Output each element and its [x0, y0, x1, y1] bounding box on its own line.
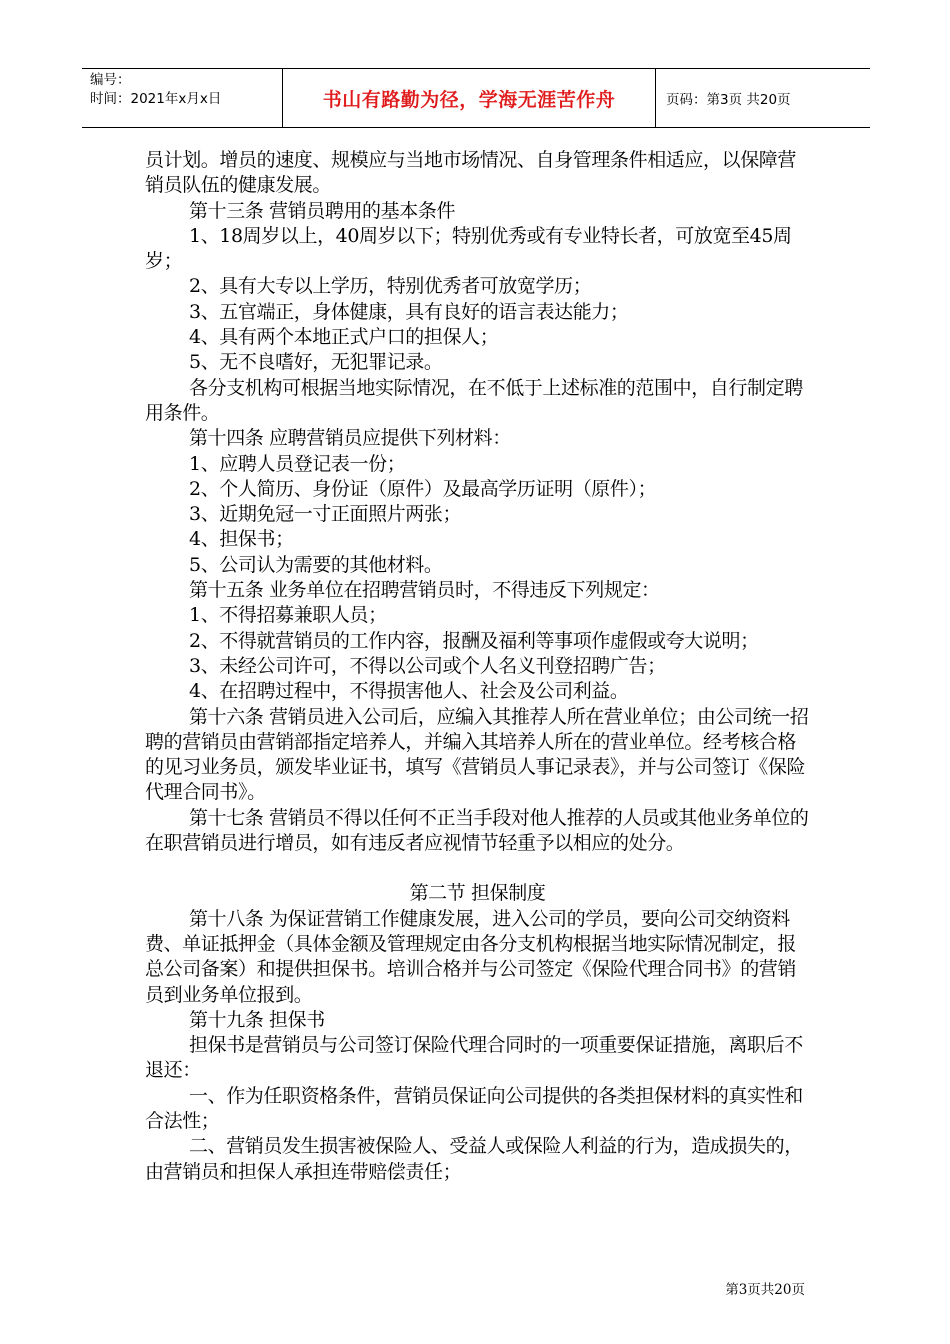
- paragraph: 员计划。增员的速度、规模应与当地市场情况、自身管理条件相适应，以保障营销员队伍的健康发展。: [145, 149, 797, 197]
- paragraph: 1、不得招募兼职人员；: [189, 604, 387, 627]
- footer-page-number: 第3页共20页: [725, 1282, 805, 1298]
- paragraph: 1、18周岁以上，40周岁以下；特别优秀或有专业特长者，可放宽至45周岁；: [145, 224, 792, 273]
- document-body: [145, 148, 810, 1185]
- paragraph: 第十七条 营销员不得以任何不正当手段对他人推荐的人员或其他业务单位的在职营销员进行增员，如有违反者应视情节轻重予以相应的处分。: [145, 806, 809, 855]
- paragraph: 3、五官端正，身体健康，具有良好的语言表达能力；: [189, 300, 629, 323]
- paragraph: 第十五条 业务单位在招聘营销员时，不得违反下列规定：: [189, 579, 660, 602]
- paragraph: 3、近期免冠一寸正面照片两张；: [189, 503, 462, 526]
- paragraph: 1、应聘人员登记表一份；: [189, 452, 406, 475]
- number-label: 编号：: [90, 72, 131, 88]
- paragraph: 第十六条 营销员进入公司后，应编入其推荐人所在营业单位；由公司统一招聘的营销员由营销部指定培养人，并编入其培养人所在的营业单位。经考核合格的见习业务员，颁发毕业证书，填写《营销员人事记录表》，并与公司签订《保险代理合同书》。: [145, 705, 809, 804]
- header-page-number: 页码：第3页 共20页: [666, 92, 791, 108]
- paragraph: 各分支机构可根据当地实际情况，在不低于上述标准的范围中，自行制定聘用条件。: [145, 376, 803, 424]
- paragraph: 5、公司认为需要的其他材料。: [189, 553, 443, 576]
- paragraph: 第十八条 为保证营销工作健康发展，进入公司的学员，要向公司交纳资料费、单证抵押金（具体金额及管理规定由各分支机构根据当地实际情况制定，报总公司备案）和提供担保书。培训合格并与公司签定《保险代理合同书》的营销员到业务单位报到。: [145, 907, 797, 1006]
- paragraph: 2、具有大专以上学历，特别优秀者可放宽学历；: [189, 275, 592, 298]
- paragraph: 担保书是营销员与公司签订保险代理合同时的一项重要保证措施，离职后不退还：: [145, 1034, 803, 1082]
- paragraph: 二、营销员发生损害被保险人、受益人或保险人利益的行为，造成损失的，由营销员和担保人承担连带赔偿责任；: [145, 1135, 803, 1183]
- paragraph: 一、作为任职资格条件，营销员保证向公司提供的各类担保材料的真实性和合法性；: [145, 1084, 803, 1132]
- section-heading: 第二节 担保制度: [409, 882, 546, 905]
- paragraph: 第十三条 营销员聘用的基本条件: [189, 199, 456, 222]
- paragraph: 2、个人简历、身份证（原件）及最高学历证明（原件）；: [189, 477, 657, 500]
- paragraph: 第十九条 担保书: [189, 1008, 325, 1031]
- paragraph: 4、具有两个本地正式户口的担保人；: [189, 326, 499, 349]
- paragraph: 第十四条 应聘营销员应提供下列材料：: [189, 427, 511, 450]
- paragraph: 4、担保书；: [189, 528, 294, 551]
- paragraph: 3、未经公司许可，不得以公司或个人名义刊登招聘广告；: [189, 654, 666, 677]
- date-label: 时间：2021年x月x日: [90, 91, 222, 107]
- header-meta: [82, 69, 282, 127]
- paragraph: 5、无不良嗜好，无犯罪记录。: [189, 351, 443, 374]
- header-motto: 书山有路勤为径，学海无涯苦作舟: [282, 69, 656, 127]
- paragraph: 2、不得就营销员的工作内容，报酬及福利等事项作虚假或夸大说明；: [189, 629, 759, 652]
- paragraph: 4、在招聘过程中，不得损害他人、社会及公司利益。: [189, 680, 629, 703]
- page-header: [82, 68, 870, 128]
